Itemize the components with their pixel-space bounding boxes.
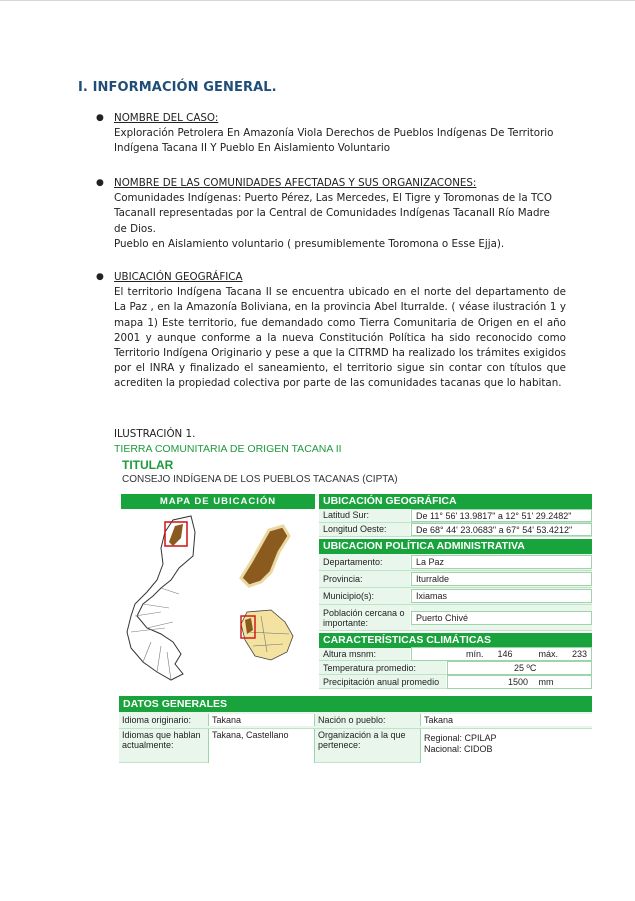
temp-unit: ºC — [526, 662, 537, 673]
section-ubicacion — [96, 270, 566, 392]
illustration-label: ILUSTRACIÓN 1. — [114, 428, 196, 440]
nacion-value: Takana — [421, 714, 592, 726]
precip-value: 1500 — [508, 676, 529, 687]
idioma-value: Takana — [209, 714, 315, 726]
precip-unit: mm — [538, 676, 554, 687]
hablan-label: Idiomas que hablan actualmente: — [119, 729, 209, 763]
precip-label: Precipitación anual promedio — [319, 676, 447, 688]
hablan-value: Takana, Castellano — [209, 729, 315, 763]
pob-value: Puerto Chivé — [411, 611, 592, 625]
lat-value: De 11° 56' 13.9817" a 12° 51' 29.2482" — [411, 509, 592, 522]
section-comunidades — [96, 176, 566, 252]
location-map-icon — [121, 512, 315, 689]
bullet-icon: ● — [96, 272, 104, 282]
geo-header: UBICACIÓN GEOGRÁFICA — [319, 494, 592, 509]
org-label: Organización a la que pertenece: — [315, 729, 421, 763]
map-header: MAPA DE UBICACIÓN — [121, 494, 315, 509]
info-table — [319, 494, 592, 689]
temp-value: 25 — [514, 662, 525, 673]
text-line: Indígena Tacana II Y Pueblo En Aislamiento Voluntario — [114, 142, 390, 155]
section-title: UBICACIÓN GEOGRÁFICA — [114, 271, 243, 283]
altura-label: Altura msnm: — [319, 648, 411, 660]
mun-value: Ixiamas — [411, 589, 592, 603]
idioma-label: Idioma originario: — [119, 714, 209, 726]
min-value: 146 — [497, 649, 513, 659]
dep-label: Departamento: — [319, 556, 411, 568]
politica-header: UBICACION POLÍTICA ADMINISTRATIVA — [319, 539, 592, 554]
text-line: Pueblo en Aislamiento voluntario ( presumiblemente Toromona o Esse Ejja). — [114, 237, 505, 250]
dep-value: La Paz — [411, 555, 592, 569]
text-line: de Dios. — [114, 222, 156, 235]
text-line: Comunidades Indígenas: Puerto Pérez, Las Mercedes, El Tigre y Toromonas de la TCO — [114, 192, 552, 205]
section-title: NOMBRE DEL CASO: — [114, 112, 219, 124]
prov-value: Iturralde — [411, 572, 592, 586]
bullet-icon: ● — [96, 178, 104, 188]
min-label: mín. — [466, 649, 484, 659]
temp-label: Temperatura promedio: — [319, 662, 447, 674]
lon-value: De 68° 44' 23.0683" a 67° 54' 53.4212" — [411, 523, 592, 536]
section-heading: I. INFORMACIÓN GENERAL. — [78, 80, 277, 95]
titular-label: TITULAR — [122, 458, 174, 472]
text-line: TacanaII representadas por la Central de Comunidades Indígenas TacanaII Río Madre — [114, 207, 550, 220]
datos-header: DATOS GENERALES — [119, 696, 592, 712]
datos-generales-table — [119, 696, 592, 763]
text-line: Exploración Petrolera En Amazonía Viola Derechos de Pueblos Indígenas De Territorio — [114, 127, 554, 140]
lon-label: Longitud Oeste: — [319, 523, 411, 536]
max-label: máx. — [538, 649, 558, 659]
mun-label: Municipio(s): — [319, 590, 411, 602]
prov-label: Provincia: — [319, 573, 411, 585]
nacion-label: Nación o pueblo: — [315, 714, 421, 726]
max-value: 233 — [571, 649, 587, 659]
clima-header: CARACTERÍSTICAS CLIMÁTICAS — [319, 633, 592, 648]
section-title: NOMBRE DE LAS COMUNIDADES AFECTADAS Y SUS ORGANIZACONES: — [114, 177, 477, 189]
bolivia-inset-shape — [241, 610, 293, 660]
section-nombre-caso — [96, 111, 566, 157]
org-regional: Regional: CPILAP — [424, 733, 497, 743]
map-panel — [121, 494, 315, 689]
lat-label: Latitud Sur: — [319, 509, 411, 522]
org-nacional: Nacional: CIDOB — [424, 744, 493, 754]
pob-label: Población cercana o importante: — [319, 607, 411, 629]
illustration-caption — [114, 427, 342, 457]
titular-organization: CONSEJO INDÍGENA DE LOS PUEBLOS TACANAS (CIPTA) — [122, 474, 398, 485]
bullet-icon: ● — [96, 113, 104, 123]
illustration-subtitle: TIERRA COMUNITARIA DE ORIGEN TACANA II — [114, 443, 342, 455]
department-map-shape — [127, 516, 195, 680]
territory-shape — [241, 526, 289, 586]
text-paragraph: El territorio Indígena Tacana II se encuentra ubicado en el norte del departamento de La Paz , en la Amazonía Boliviana, en la provincia Abel Iturralde. ( véase ilustración 1 y mapa 1) Este territorio, fue demandado como Tierra Comunitaria de Origen en el año 2001 y aunque conforme a la nueva Constitución Política ha sido reconocido como Territorio Indígena Originario y pese a que la CITRMD ha realizado los trámites exigidos por el INRA y finalizado el saneamiento, el territorio sigue sin contar con títulos que acrediten la propiedad colectiva por parte de las comunidades tacanas que lo habitan. — [114, 286, 566, 390]
